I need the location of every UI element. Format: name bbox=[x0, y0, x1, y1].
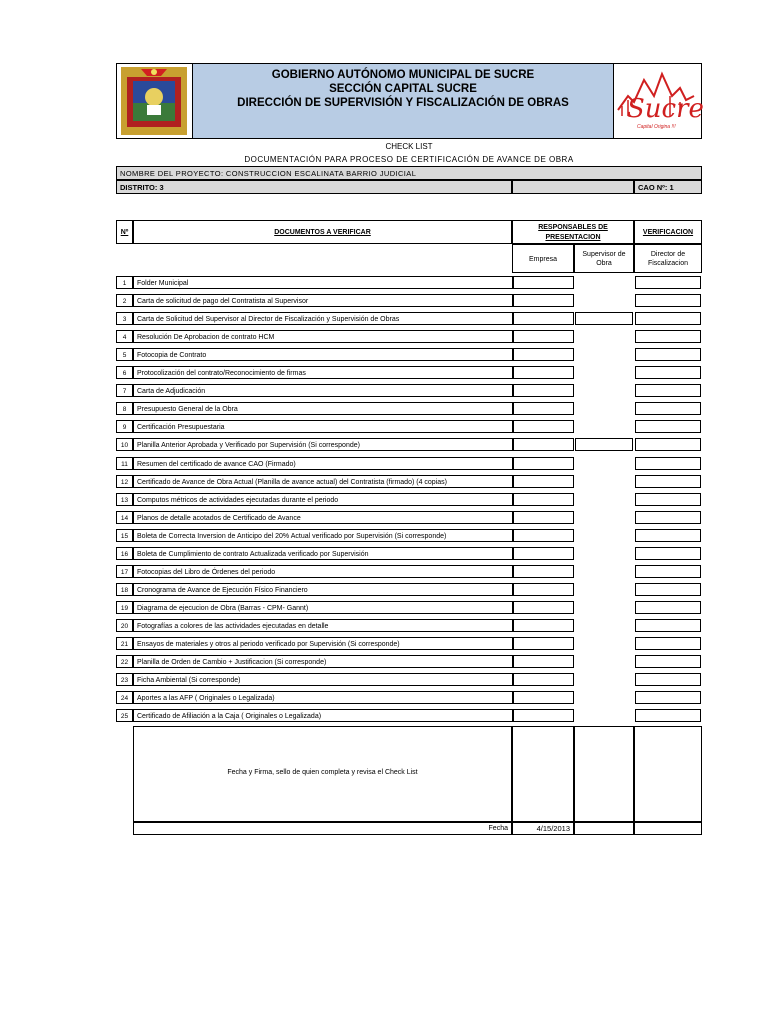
row-number: 12 bbox=[116, 475, 133, 488]
signature-director[interactable] bbox=[634, 726, 702, 822]
checkbox-empresa[interactable] bbox=[513, 691, 574, 704]
checkbox-director[interactable] bbox=[635, 637, 701, 650]
checkbox-director[interactable] bbox=[635, 547, 701, 560]
signature-box bbox=[133, 726, 512, 822]
col-header-director: Director de Fiscalizacion bbox=[634, 244, 702, 273]
row-number: 3 bbox=[116, 312, 133, 325]
checkbox-director[interactable] bbox=[635, 438, 701, 451]
row-document: Fotografías a colores de las actividades ejecutadas en detalle bbox=[133, 619, 513, 632]
checkbox-director[interactable] bbox=[635, 673, 701, 686]
checkbox-director[interactable] bbox=[635, 529, 701, 542]
project-name: NOMBRE DEL PROYECTO: CONSTRUCCION ESCALINATA BARRIO JUDICIAL bbox=[116, 166, 702, 180]
row-document: Carta de Adjudicación bbox=[133, 384, 513, 397]
checkbox-director[interactable] bbox=[635, 475, 701, 488]
checkbox-empresa[interactable] bbox=[513, 709, 574, 722]
row-document: Planilla de Orden de Cambio + Justificacion (Si corresponde) bbox=[133, 655, 513, 668]
checkbox-director[interactable] bbox=[635, 691, 701, 704]
col-header-supervisor: Supervisor de Obra bbox=[574, 244, 634, 273]
row-document: Resolución De Aprobacion de contrato HCM bbox=[133, 330, 513, 343]
checkbox-empresa[interactable] bbox=[513, 312, 574, 325]
checkbox-director[interactable] bbox=[635, 655, 701, 668]
logo-text: Sucre bbox=[627, 94, 704, 124]
checkbox-director[interactable] bbox=[635, 276, 701, 289]
signature-empresa[interactable] bbox=[512, 726, 574, 822]
row-document: Folder Municipal bbox=[133, 276, 513, 289]
row-number: 2 bbox=[116, 294, 133, 307]
row-number: 1 bbox=[116, 276, 133, 289]
checkbox-empresa[interactable] bbox=[513, 673, 574, 686]
checkbox-director[interactable] bbox=[635, 583, 701, 596]
checkbox-director[interactable] bbox=[635, 457, 701, 470]
row-document: Fotocopias del Libro de Órdenes del periodo bbox=[133, 565, 513, 578]
row-number: 21 bbox=[116, 637, 133, 650]
row-document: Certificado de Avance de Obra Actual (Planilla de avance actual) del Contratista (firmado) (4 copias) bbox=[133, 475, 513, 488]
checkbox-director[interactable] bbox=[635, 294, 701, 307]
checkbox-empresa[interactable] bbox=[513, 511, 574, 524]
checkbox-director[interactable] bbox=[635, 348, 701, 361]
row-number: 7 bbox=[116, 384, 133, 397]
signature-text: Fecha y Firma, sello de quien completa y revisa el Check List bbox=[227, 769, 418, 776]
header-line-1: GOBIERNO AUTÓNOMO MUNICIPAL DE SUCRE bbox=[271, 69, 535, 81]
coat-of-arms-icon bbox=[121, 67, 187, 135]
checkbox-empresa[interactable] bbox=[513, 547, 574, 560]
checkbox-empresa[interactable] bbox=[513, 655, 574, 668]
checkbox-supervisor[interactable] bbox=[575, 438, 633, 451]
logo-tagline: Capital Origina !!! bbox=[637, 124, 676, 130]
checkbox-empresa[interactable] bbox=[513, 366, 574, 379]
row-document: Certificación Presupuestaria bbox=[133, 420, 513, 433]
document-header bbox=[116, 63, 702, 139]
checkbox-empresa[interactable] bbox=[513, 493, 574, 506]
checkbox-director[interactable] bbox=[635, 420, 701, 433]
checkbox-director[interactable] bbox=[635, 565, 701, 578]
checkbox-empresa[interactable] bbox=[513, 457, 574, 470]
checkbox-director[interactable] bbox=[635, 709, 701, 722]
cao-number: CAO Nº: 1 bbox=[634, 180, 702, 194]
row-number: 8 bbox=[116, 402, 133, 415]
row-number: 19 bbox=[116, 601, 133, 614]
checkbox-director[interactable] bbox=[635, 330, 701, 343]
checkbox-director[interactable] bbox=[635, 312, 701, 325]
checkbox-empresa[interactable] bbox=[513, 420, 574, 433]
row-number: 20 bbox=[116, 619, 133, 632]
row-document: Ficha Ambiental (Si corresponde) bbox=[133, 673, 513, 686]
row-number: 9 bbox=[116, 420, 133, 433]
fecha-blank-1 bbox=[574, 822, 634, 835]
blank-cell bbox=[512, 180, 634, 194]
col-header-docs: DOCUMENTOS A VERIFICAR bbox=[133, 220, 512, 244]
row-document: Resumen del certificado de avance CAO (Firmado) bbox=[133, 457, 513, 470]
row-number: 23 bbox=[116, 673, 133, 686]
row-number: 10 bbox=[116, 438, 133, 451]
row-number: 5 bbox=[116, 348, 133, 361]
row-number: 4 bbox=[116, 330, 133, 343]
fecha-value[interactable]: 4/15/2013 bbox=[512, 822, 574, 835]
row-number: 13 bbox=[116, 493, 133, 506]
checkbox-director[interactable] bbox=[635, 402, 701, 415]
row-document: Protocolización del contrato/Reconocimiento de firmas bbox=[133, 366, 513, 379]
col-header-verif: VERIFICACION bbox=[634, 220, 702, 244]
row-number: 14 bbox=[116, 511, 133, 524]
header-line-3: DIRECCIÓN DE SUPERVISIÓN Y FISCALIZACIÓN DE OBRAS bbox=[237, 97, 569, 109]
checkbox-director[interactable] bbox=[635, 601, 701, 614]
checkbox-empresa[interactable] bbox=[513, 402, 574, 415]
row-document: Aportes a las AFP ( Originales o Legalizada) bbox=[133, 691, 513, 704]
row-number: 6 bbox=[116, 366, 133, 379]
row-document: Certificado de Afiliación a la Caja ( Originales o Legalizada) bbox=[133, 709, 513, 722]
checkbox-empresa[interactable] bbox=[513, 348, 574, 361]
fecha-blank-2 bbox=[634, 822, 702, 835]
col-header-resp: RESPONSABLES DE PRESENTACION bbox=[512, 220, 634, 244]
row-number: 16 bbox=[116, 547, 133, 560]
checkbox-empresa[interactable] bbox=[513, 294, 574, 307]
row-number: 18 bbox=[116, 583, 133, 596]
doc-title-1: CHECK LIST bbox=[385, 142, 433, 151]
header-line-2: SECCIÓN CAPITAL SUCRE bbox=[329, 83, 477, 95]
row-document: Carta de Solicitud del Supervisor al Director de Fiscalización y Supervisión de Obras bbox=[133, 312, 513, 325]
checkbox-supervisor[interactable] bbox=[575, 312, 633, 325]
checkbox-empresa[interactable] bbox=[513, 637, 574, 650]
checkbox-empresa[interactable] bbox=[513, 276, 574, 289]
checkbox-empresa[interactable] bbox=[513, 565, 574, 578]
row-number: 25 bbox=[116, 709, 133, 722]
row-document: Cronograma de Avance de Ejecución Físico Financiero bbox=[133, 583, 513, 596]
checkbox-empresa[interactable] bbox=[513, 529, 574, 542]
row-document: Carta de solicitud de pago del Contratista al Supervisor bbox=[133, 294, 513, 307]
row-document: Planilla Anterior Aprobada y Verificado por Supervisión (Si corresponde) bbox=[133, 438, 513, 451]
signature-supervisor[interactable] bbox=[574, 726, 634, 822]
checkbox-director[interactable] bbox=[635, 366, 701, 379]
checkbox-director[interactable] bbox=[635, 511, 701, 524]
doc-title-2: DOCUMENTACIÓN PARA PROCESO DE CERTIFICACIÓN DE AVANCE DE OBRA bbox=[244, 155, 574, 164]
fecha-label: Fecha bbox=[133, 822, 512, 835]
row-document: Presupuesto General de la Obra bbox=[133, 402, 513, 415]
checkbox-empresa[interactable] bbox=[513, 438, 574, 451]
checkbox-empresa[interactable] bbox=[513, 475, 574, 488]
row-document: Boleta de Correcta Inversion de Anticipo del 20% Actual verificado por Supervisión (Si corresponde) bbox=[133, 529, 513, 542]
col-header-empresa: Empresa bbox=[512, 244, 574, 273]
row-number: 24 bbox=[116, 691, 133, 704]
col-header-num: Nº bbox=[116, 220, 133, 244]
row-number: 17 bbox=[116, 565, 133, 578]
row-number: 22 bbox=[116, 655, 133, 668]
row-number: 15 bbox=[116, 529, 133, 542]
title-band bbox=[192, 64, 614, 138]
checkbox-empresa[interactable] bbox=[513, 601, 574, 614]
row-document: Fotocopia de Contrato bbox=[133, 348, 513, 361]
row-document: Planos de detalle acotados de Certificado de Avance bbox=[133, 511, 513, 524]
row-number: 11 bbox=[116, 457, 133, 470]
row-document: Computos métricos de actividades ejecutadas durante el periodo bbox=[133, 493, 513, 506]
row-document: Diagrama de ejecucion de Obra (Barras - CPM- Gannt) bbox=[133, 601, 513, 614]
checkbox-empresa[interactable] bbox=[513, 330, 574, 343]
checkbox-empresa[interactable] bbox=[513, 619, 574, 632]
row-document: Ensayos de materiales y otros al periodo verificado por Supervisión (Si corresponde) bbox=[133, 637, 513, 650]
checkbox-director[interactable] bbox=[635, 384, 701, 397]
checkbox-empresa[interactable] bbox=[513, 583, 574, 596]
checkbox-director[interactable] bbox=[635, 619, 701, 632]
row-document: Boleta de Cumplimiento de contrato Actualizada verificado por Supervisión bbox=[133, 547, 513, 560]
checkbox-empresa[interactable] bbox=[513, 384, 574, 397]
checkbox-director[interactable] bbox=[635, 493, 701, 506]
district: DISTRITO: 3 bbox=[116, 180, 512, 194]
